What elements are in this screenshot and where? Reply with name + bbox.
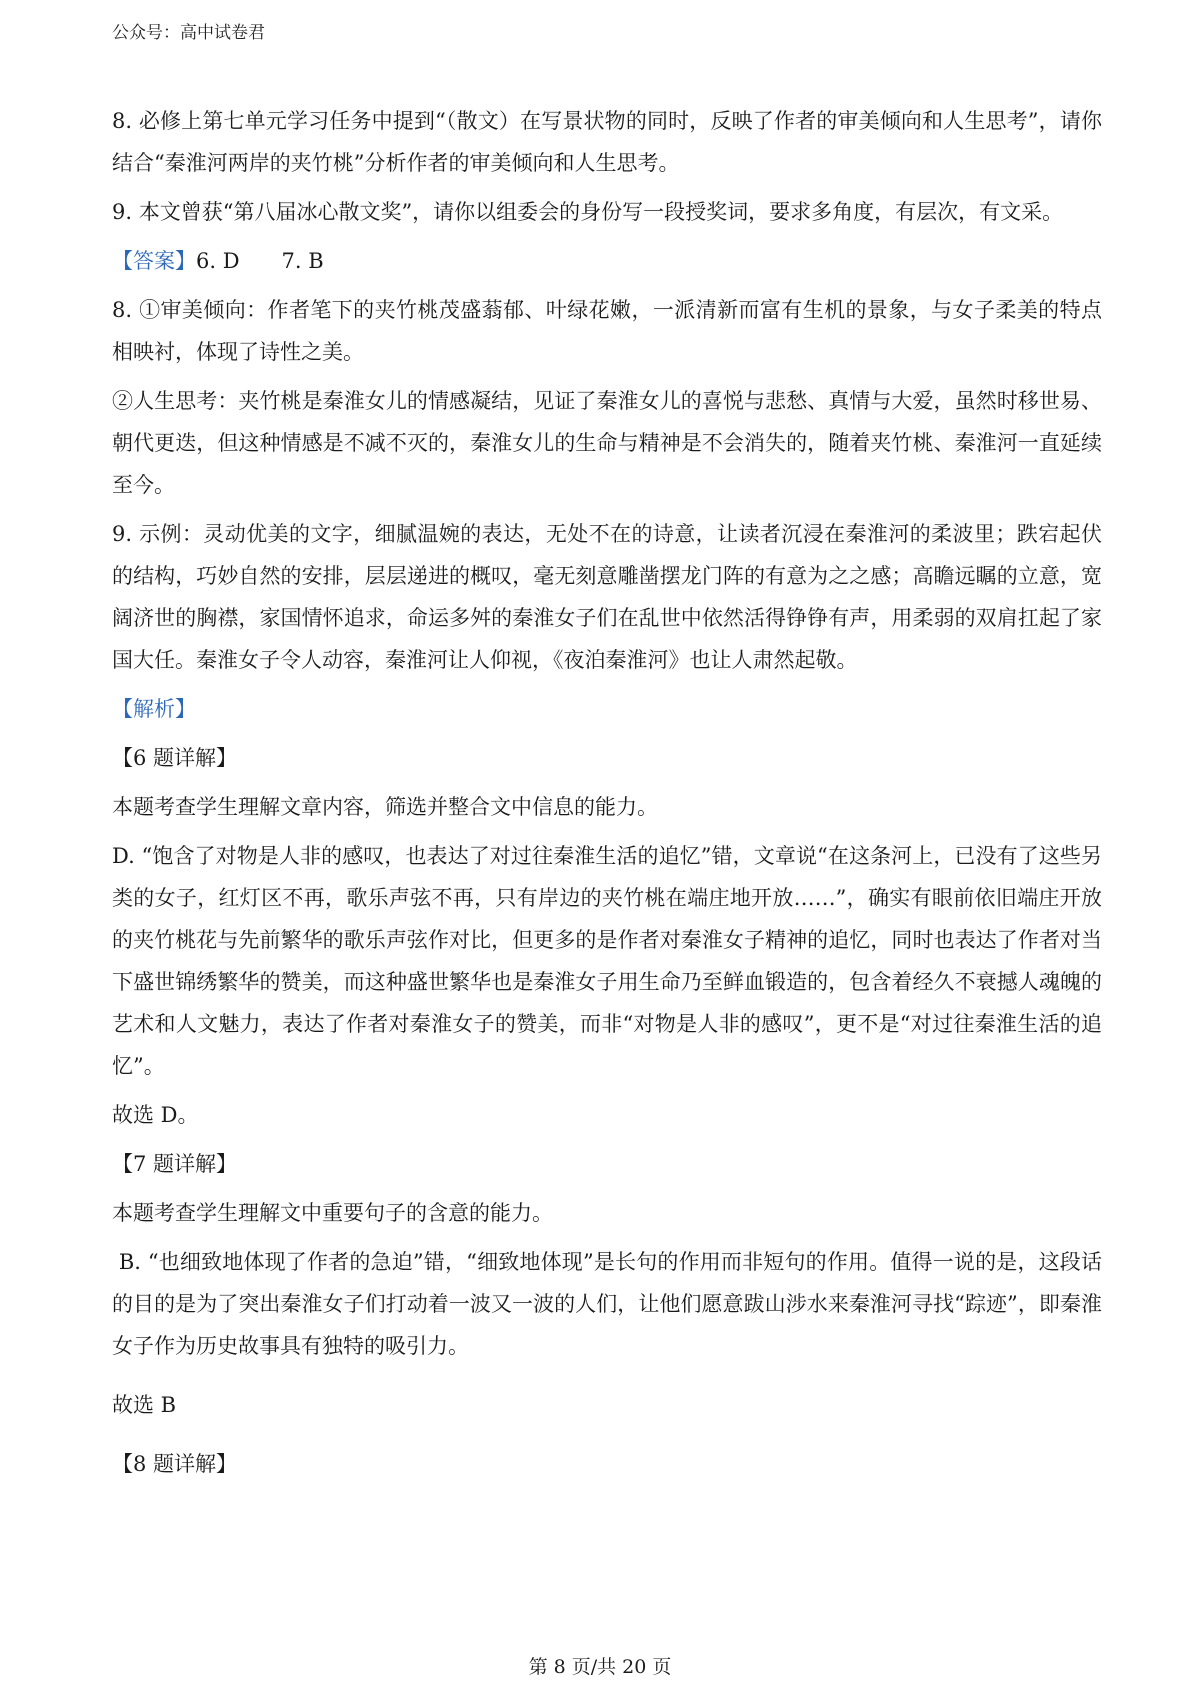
detail-7-title: 【7 题详解】: [112, 1152, 238, 1176]
spacer: [112, 1433, 1102, 1443]
detail-6-conclusion: 故选 D。: [112, 1103, 199, 1127]
page-number: 第 8 页/共 20 页: [528, 1656, 672, 1678]
analysis-line: [112, 688, 1102, 730]
question-9: 9. 本文曾获“第八届冰心散文奖”，请你以组委会的身份写一段授奖词，要求多角度，有层次，有文采。: [112, 200, 1064, 224]
answer-8-part-1: 8. ①审美倾向：作者笔下的夹竹桃茂盛蓊郁、叶绿花嫩，一派清新而富有生机的景象，与女子柔美的特点相映衬，体现了诗性之美。: [112, 298, 1102, 364]
detail-6-title: 【6 题详解】: [112, 746, 238, 770]
detail-7-intro: 本题考查学生理解文中重要句子的含意的能力。: [112, 1201, 553, 1225]
detail-6-intro: 本题考查学生理解文章内容，筛选并整合文中信息的能力。: [112, 795, 658, 819]
analysis-tag: 【解析】: [112, 697, 196, 721]
question-8: 8. 必修上第七单元学习任务中提到“（散文）在写景状物的同时，反映了作者的审美倾向和人生思考”，请你结合“秦淮河两岸的夹竹桃”分析作者的审美倾向和人生思考。: [112, 109, 1102, 175]
detail-6-body: D. “饱含了对物是人非的感叹，也表达了对过往秦淮生活的追忆”错，文章说“在这条河上，已没有了这些另类的女子，红灯区不再，歌乐声弦不再，只有岸边的夹竹桃在端庄地开放……”，确实有眼前依旧端庄开放的夹竹桃花与先前繁华的歌乐声弦作对比，但更多的是作者对秦淮女子精神的追忆，同时也表达了作者对当下盛世锦绣繁华的赞美，而这种盛世繁华也是秦淮女子用生命乃至鲜血锻造的，包含着经久不衰撼人魂魄的艺术和人文魅力，表达了作者对秦淮女子的赞美，而非“对物是人非的感叹”，更不是“对过往秦淮生活的追忆”。: [112, 844, 1102, 1078]
detail-7-conclusion: 故选 B: [112, 1393, 177, 1417]
document-body: [112, 100, 1102, 1492]
answer-line: [112, 240, 1102, 282]
answer-8-part-2: ②人生思考：夹竹桃是秦淮女儿的情感凝结，见证了秦淮女儿的喜悦与悲愁、真情与大爱，虽然时移世易、朝代更迭，但这种情感是不减不灭的，秦淮女儿的生命与精神是不会消失的，随着夹竹桃、秦淮河一直延续至今。: [112, 389, 1102, 497]
source-header: 公众号：高中试卷君: [112, 23, 265, 43]
answer-text: 6. D 7. B: [196, 249, 324, 273]
answer-tag: 【答案】: [112, 249, 196, 273]
detail-7-body: B. “也细致地体现了作者的急迫”错，“细致地体现”是长句的作用而非短句的作用。值得一说的是，这段话的目的是为了突出秦淮女子们打动着一波又一波的人们，让他们愿意跋山涉水来秦淮河寻找“踪迹”，即秦淮女子作为历史故事具有独特的吸引力。: [112, 1250, 1102, 1358]
detail-8-title: 【8 题详解】: [112, 1452, 238, 1476]
answer-9: 9. 示例：灵动优美的文字，细腻温婉的表达，无处不在的诗意，让读者沉浸在秦淮河的柔波里；跌宕起伏的结构，巧妙自然的安排，层层递进的概叹，毫无刻意雕凿摆龙门阵的有意为之之感；高瞻远瞩的立意，宽阔济世的胸襟，家国情怀追求，命运多舛的秦淮女子们在乱世中依然活得铮铮有声，用柔弱的双肩扛起了家国大任。秦淮女子令人动容，秦淮河让人仰视，《夜泊秦淮河》也让人肃然起敬。: [112, 522, 1102, 672]
spacer: [112, 1374, 1102, 1384]
